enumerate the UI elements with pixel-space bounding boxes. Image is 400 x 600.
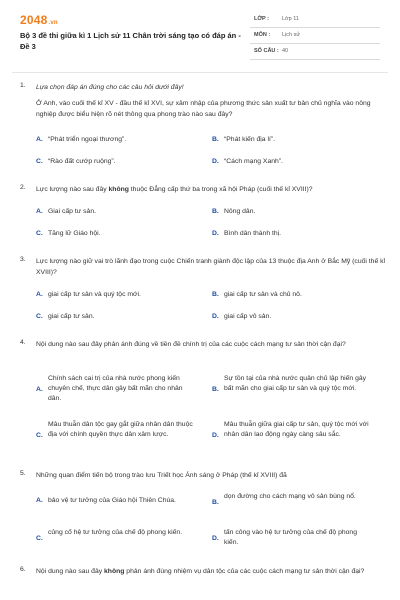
option-label: A.	[36, 497, 43, 504]
text-part: Lực lượng nào sau đây	[36, 186, 109, 193]
info-label: MÔN :	[254, 32, 271, 38]
divider	[12, 72, 388, 73]
question-number: 4.	[20, 339, 26, 346]
option-text: Tăng lữ Giáo hội.	[48, 230, 101, 237]
option-text: giai cấp tư sản và quý tộc mới.	[48, 291, 141, 298]
option-label: D.	[212, 432, 219, 439]
info-value: Lớp 11	[282, 16, 299, 22]
option-text: giai cấp vô sản.	[224, 313, 272, 320]
text-part: Nội dung nào sau đây	[36, 568, 105, 575]
option-text: Bình dân thành thị.	[224, 230, 282, 237]
question-text	[36, 566, 386, 577]
question-number: 1.	[20, 82, 26, 89]
option-label: B.	[212, 136, 219, 143]
option-text: Chính sách cai trị của nhà nước phong kiến chuyên chế, thực dân gây bất mãn cho nhân dân.	[48, 375, 183, 402]
question-instruction	[36, 82, 386, 93]
info-value: 40	[282, 48, 289, 54]
option-label: D.	[212, 158, 219, 165]
option-label: A.	[36, 136, 43, 143]
text-part: phản ánh đúng nhiệm vụ dân tộc của các cuộc cách mạng tư sản thời cận đại?	[124, 568, 365, 575]
header	[0, 0, 400, 64]
option-label: B.	[212, 291, 219, 298]
question-number: 6.	[20, 566, 26, 573]
option-label: D.	[212, 313, 219, 320]
option-text: Sự tồn tại của nhà nước quân chủ lập hiến gây bất mãn cho giai cấp tư sản và quý tộc mới.	[224, 375, 367, 392]
option-text: Mâu thuẫn giữa giai cấp tư sản, quý tộc mới với nhân dân lao động ngày càng sâu sắc.	[224, 421, 369, 438]
option-label: A.	[36, 291, 43, 298]
question-text: Ở Anh, vào cuối thế kỉ XV - đầu thế kỉ XVI, sự xâm nhập của phương thức sản xuất tư bản chủ nghĩa vào nông nghiệp được biểu hiện rõ nét thông qua phong trào nào sau đây?	[36, 100, 371, 118]
option-label: B.	[212, 499, 219, 506]
option-label: A.	[36, 208, 43, 215]
option-text: “Phát triển ngoại thương”.	[48, 136, 127, 143]
option-text: “Cách mạng Xanh”.	[224, 158, 283, 165]
question-number: 2.	[20, 184, 26, 191]
info-row-class	[250, 12, 380, 28]
option-text: củng cố hệ tư tưởng của chế độ phong kiến.	[48, 529, 183, 536]
logo-main: 2048	[20, 13, 48, 27]
info-row-subject	[250, 28, 380, 44]
question-number: 5.	[20, 470, 26, 477]
option-text: dọn đường cho cách mạng vô sản bùng nổ.	[224, 493, 356, 500]
option-text: Nông dân.	[224, 208, 256, 215]
option-label: D.	[212, 535, 219, 542]
option-text: bảo vệ tư tưởng của Giáo hội Thiên Chúa.	[48, 497, 176, 504]
emphasis-text: không	[108, 186, 129, 193]
option-text: tấn công vào hệ tư tưởng của chế độ phong kiến.	[224, 529, 357, 546]
option-label: C.	[36, 535, 43, 542]
site-logo[interactable]	[20, 13, 58, 27]
info-label: SỐ CÂU :	[254, 48, 279, 54]
option-label: B.	[212, 386, 219, 393]
exam-title: Bộ 3 đề thi giữa kì 1 Lịch sử 11 Chân trời sáng tạo có đáp án - Đề 3	[20, 31, 241, 51]
option-text: Giai cấp tư sản.	[48, 208, 96, 215]
option-label: C.	[36, 313, 43, 320]
option-label: B.	[212, 208, 219, 215]
info-row-count	[250, 44, 380, 60]
option-label: C.	[36, 158, 43, 165]
option-label: C.	[36, 230, 43, 237]
question-number: 3.	[20, 256, 26, 263]
question-text	[36, 184, 386, 195]
option-text: giai cấp tư sản.	[48, 313, 95, 320]
option-label: C.	[36, 432, 43, 439]
info-value: Lịch sử	[282, 32, 301, 38]
question-text: Nội dung nào sau đây phản ánh đúng về tiền đề chính trị của các cuộc cách mạng tư sản thời cận đại?	[36, 341, 346, 348]
question-text: Lực lượng nào giữ vai trò lãnh đạo trong cuộc Chiến tranh giành độc lập của 13 thuộc địa Anh ở Bắc Mỹ (cuối thế kỉ XVIII)?	[36, 258, 386, 276]
question-text: Những quan điểm tiến bộ trong trào lưu Triết học Ánh sáng ở Pháp (thế kỉ XVIII) đã	[36, 472, 287, 479]
text-part: thuộc Đẳng cấp thứ ba trong xã hội Pháp (cuối thế kỉ XVIII)?	[128, 186, 313, 193]
emphasis-text: không	[104, 568, 125, 575]
option-text: Mâu thuẫn dân tộc gay gắt giữa nhân dân thuộc địa với chính quyền thực dân xâm lược.	[48, 421, 193, 438]
option-text: “Rào đất cướp ruộng”.	[48, 158, 116, 165]
option-text: “Phát kiến địa lí”.	[224, 136, 275, 143]
option-label: D.	[212, 230, 219, 237]
info-label: LỚP :	[254, 16, 269, 22]
option-label: A.	[36, 386, 43, 393]
instruction-text: Lựa chọn đáp án đúng cho các câu hỏi dưới đây!	[36, 84, 184, 91]
logo-tld: .vn	[48, 20, 58, 26]
option-text: giai cấp tư sản và chủ nô.	[224, 291, 302, 298]
exam-info-table	[250, 12, 380, 60]
